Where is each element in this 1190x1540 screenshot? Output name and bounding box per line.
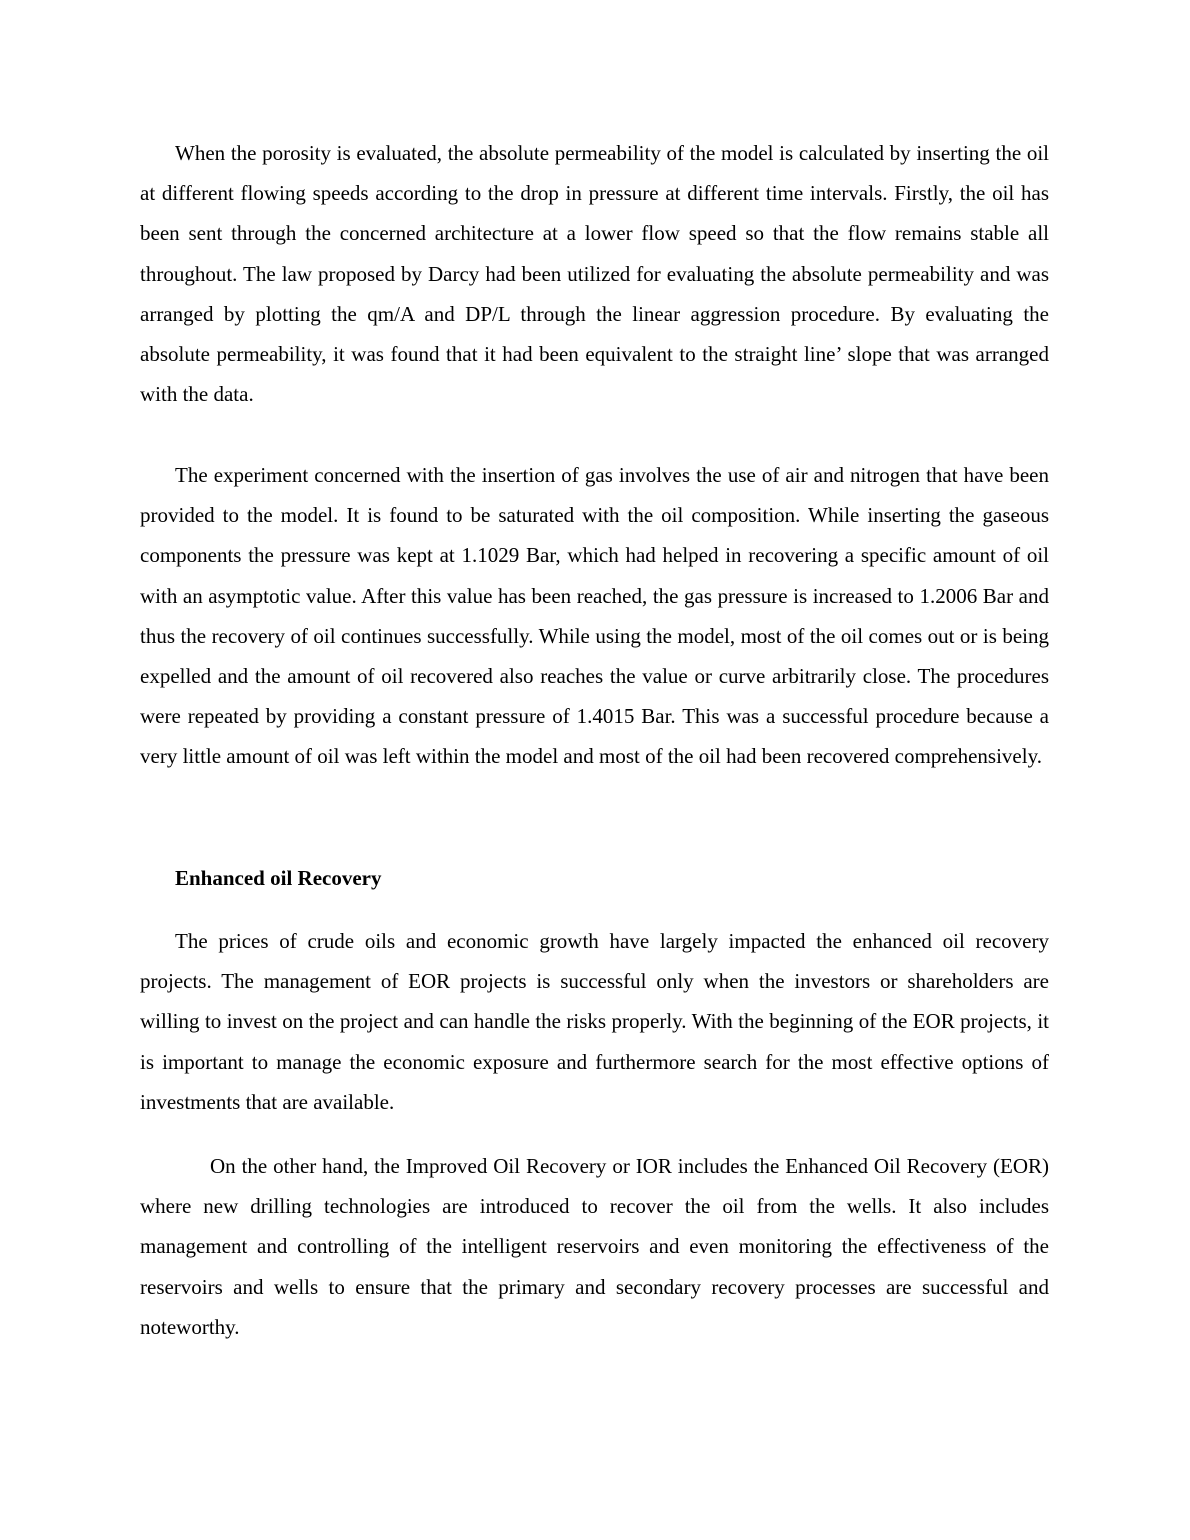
paragraph-gas-insertion: The experiment concerned with the insertion of gas involves the use of air and nitrogen that have been provided to the model. It is found to be saturated with the oil composition. While inserting the gaseous components the pressure was kept at 1.1029 Bar, which had helped in recovering a specific amount of oil with an asymptotic value. After this value has been reached, the gas pressure is increased to 1.2006 Bar and thus the recovery of oil continues successfully. While using the model, most of the oil comes out or is being expelled and the amount of oil recovered also reaches the value or curve arbitrarily close. The procedures were repeated by providing a constant pressure of 1.4015 Bar. This was a successful procedure because a very little amount of oil was left within the model and most of the oil had been recovered comprehensively.	[140, 463, 1049, 769]
section-heading-enhanced-oil-recovery: Enhanced oil Recovery	[175, 866, 382, 890]
paragraph-improved-oil-recovery: On the other hand, the Improved Oil Recovery or IOR includes the Enhanced Oil Recovery (EOR) where new drilling technologies are introduced to recover the oil from the wells. It also includes management and controlling of the intelligent reservoirs and even monitoring the effectiveness of the reservoirs and wells to ensure that the primary and secondary recovery processes are successful and noteworthy.	[140, 1154, 1049, 1339]
paragraph-crude-oil-prices: The prices of crude oils and economic growth have largely impacted the enhanced oil recovery projects. The management of EOR projects is successful only when the investors or shareholders are willing to invest on the project and can handle the risks properly. With the beginning of the EOR projects, it is important to manage the economic exposure and furthermore search for the most effective options of investments that are available.	[140, 929, 1049, 1114]
paragraph-porosity-permeability: When the porosity is evaluated, the absolute permeability of the model is calculated by inserting the oil at different flowing speeds according to the drop in pressure at different time intervals. Firstly, the oil has been sent through the concerned architecture at a lower flow speed so that the flow remains stable all throughout. The law proposed by Darcy had been utilized for evaluating the absolute permeability and was arranged by plotting the qm/A and DP/L through the linear aggression procedure. By evaluating the absolute permeability, it was found that it had been equivalent to the straight line’ slope that was arranged with the data.	[140, 141, 1049, 407]
